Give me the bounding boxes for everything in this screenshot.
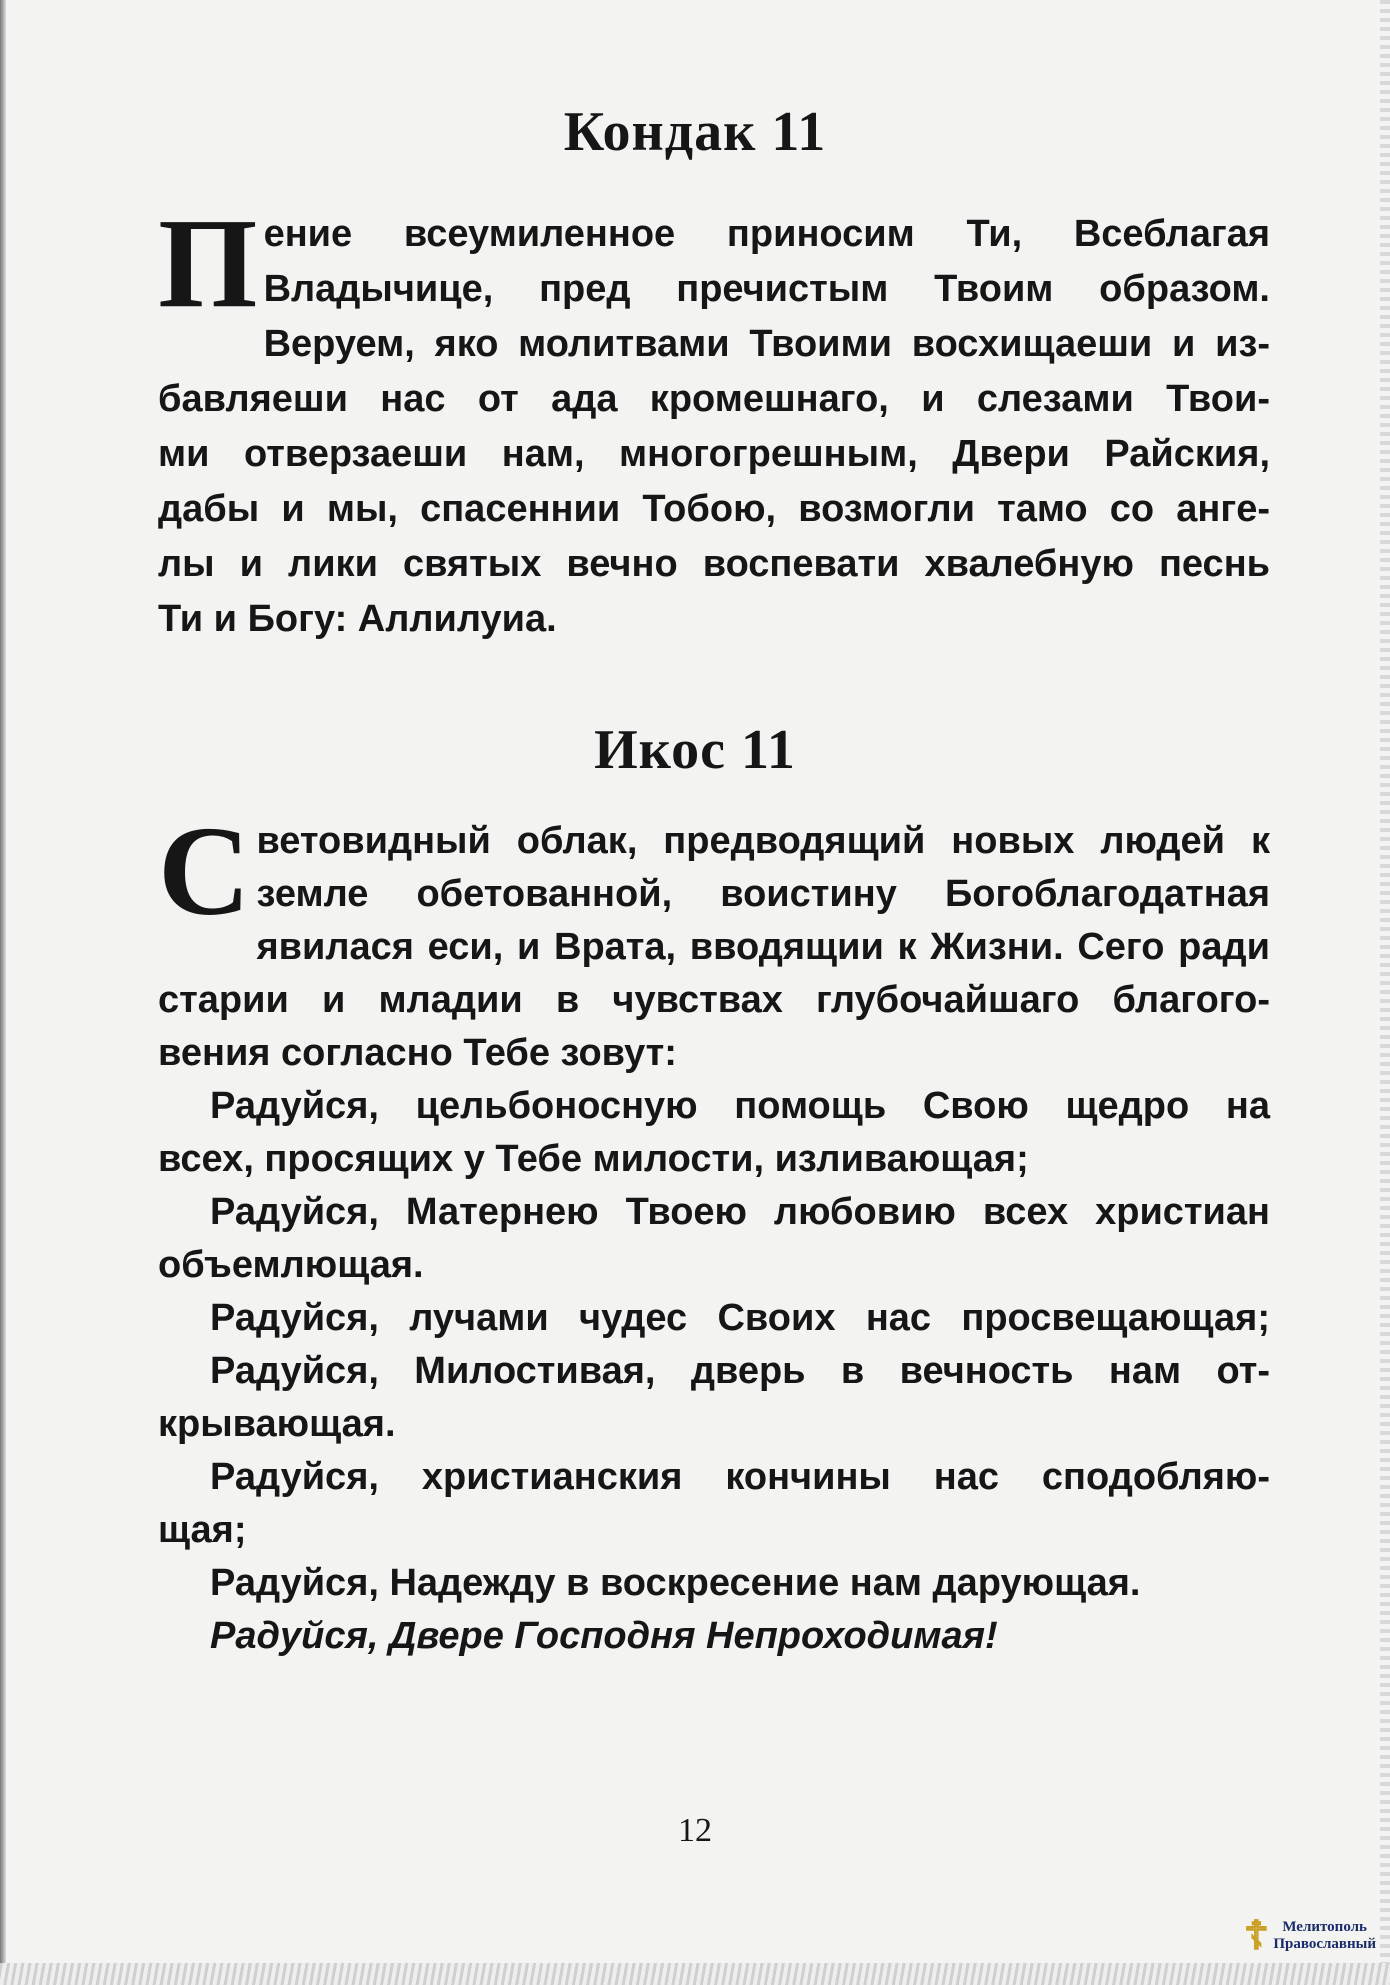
rejoice-line: крывающая. [158,1403,396,1445]
text-line: вения согласно Тебе зовут: [158,1032,677,1074]
text-line: Веруем, яко молитвами Твоими восхищаеши и из- [263,323,1270,365]
text-line: лы и лики святых вечно воспевати хвалебную песнь [158,543,1270,585]
text-line: старии и младии в чувствах глубочайшаго благого- [158,979,1270,1021]
watermark-text [1273,1919,1376,1953]
text-line: бавляеши нас от ада кромешнаго, и слезами Твои- [158,378,1270,420]
watermark-line: Православный [1273,1936,1376,1952]
rejoice-line: Радуйся, лучами чудес Своих нас просвещающая; [210,1297,1270,1339]
kondak-text [158,192,1270,647]
page-edge-left [0,0,6,1985]
text-line: явилася еси, и Врата, вводящии к Жизни. Сего ради [256,926,1270,968]
watermark-line: Мелитополь [1282,1919,1367,1935]
text-line: Ти и Богу: Аллилуиа. [158,598,557,640]
drop-cap: С [158,800,251,942]
page-edge-right [1380,0,1390,1985]
ikos-text [158,800,1270,1663]
rejoice-line: всех, просящих у Тебе милости, изливающая; [158,1138,1029,1180]
ikos-title: Икос 11 [594,719,796,781]
rejoice-line: объемлющая. [158,1244,424,1286]
watermark-logo [1243,1913,1376,1959]
rejoice-line: Радуйся, Надежду в воскресение нам дарующая. [210,1562,1141,1604]
text-line: земле обетованной, воистину Богоблагодатная [256,873,1270,915]
page-number: 12 [678,1812,712,1849]
rejoice-line: Радуйся, Матернею Твоею любовию всех христиан [210,1191,1270,1233]
text-line: дабы и мы, спасеннии Тобою, возмогли тамо со анге- [158,488,1270,530]
final-rejoice-line: Радуйся, Дверe Господня Непроходимая! [210,1615,998,1657]
text-line: ми отверзаеши нам, многогрешным, Двери Райския, [158,433,1270,475]
kondak-title: Кондак 11 [563,101,827,163]
rejoice-line: щая; [158,1509,247,1551]
rejoice-line: Радуйся, христианския кончины нас сподобляю- [210,1456,1270,1498]
drop-cap: П [158,192,258,334]
page-edge-bottom [0,1963,1390,1985]
text-line: Владычице, пред пречистым Твоим образом. [263,268,1270,310]
rejoice-line: Радуйся, Милостивая, дверь в вечность нам от- [210,1350,1270,1392]
orthodox-cross-icon: ☦ [1243,1914,1270,1958]
rejoice-line: Радуйся, цельбоносную помощь Свою щедро на [210,1085,1270,1127]
text-line: ение всеумиленное приносим Ти, Всеблагая [263,213,1270,255]
text-line: ветовидный облак, предводящий новых людей к [256,820,1270,862]
